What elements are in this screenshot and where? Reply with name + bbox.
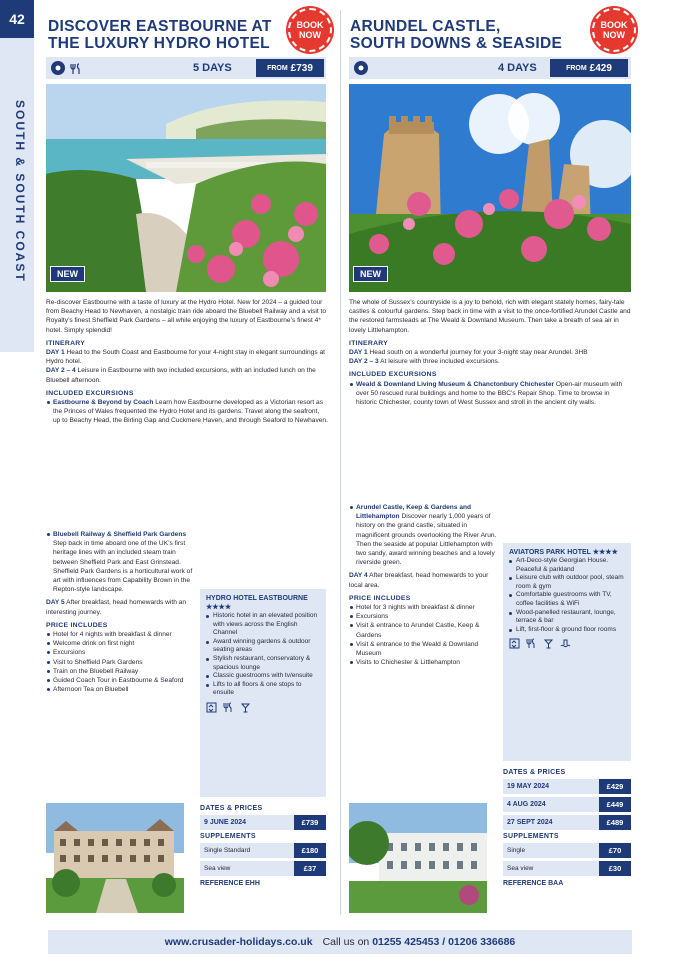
- date-row: [503, 815, 631, 830]
- itinerary-heading: ITINERARY: [46, 339, 86, 347]
- dates-heading: DATES & PRICES: [503, 769, 566, 776]
- dates-prices-panel: [503, 767, 631, 887]
- supplement-price: £70: [599, 843, 631, 858]
- hotel-info-box: [503, 543, 631, 761]
- supplement-label: Sea view: [503, 861, 599, 876]
- date-label: 4 AUG 2024: [507, 801, 546, 808]
- dining-icon: [223, 702, 234, 713]
- hotel-title: AVIATORS PARK HOTEL ★★★★: [509, 549, 618, 556]
- hotel-feature: Classic guestrooms with tv/ensuite: [206, 672, 320, 681]
- hydro-hotel-photo: [46, 803, 184, 913]
- excursion-item: [46, 398, 328, 426]
- price-include-item: Afternoon Tea on Bluebell: [46, 685, 196, 694]
- excursions-heading: INCLUDED EXCURSIONS: [349, 371, 437, 379]
- supplement-price: £180: [294, 843, 326, 858]
- price-value: £429: [589, 62, 612, 74]
- tour-description-cont: [46, 530, 196, 694]
- new-badge: NEW: [353, 266, 388, 282]
- itinerary-day: [46, 348, 328, 366]
- date-label: 9 JUNE 2024: [204, 819, 247, 826]
- tour-description: [46, 298, 328, 426]
- lift-icon: [206, 702, 217, 713]
- itinerary-day-text: At leisure with three included excursions.: [380, 358, 500, 366]
- new-badge: NEW: [50, 266, 85, 282]
- itinerary-day-label: DAY 1: [46, 349, 65, 357]
- call-prefix: Call us on: [322, 936, 370, 948]
- excursion-name: Weald & Downland Living Museum & Chanctonbury Chichester: [356, 380, 555, 388]
- price-from-label: FROM: [267, 64, 288, 72]
- hotel-feature: Comfortable guestrooms with TV, coffee facilities & WiFi: [509, 591, 625, 608]
- itinerary-heading: ITINERARY: [349, 339, 389, 347]
- itinerary-day-label: DAY 2 – 3: [349, 358, 379, 366]
- tour-type-icon: [51, 61, 65, 75]
- title-line-1: DISCOVER EASTBOURNE AT: [48, 18, 272, 35]
- dining-icon: [70, 62, 82, 74]
- aviators-hotel-photo: [349, 803, 487, 913]
- excursion-item: [349, 503, 499, 567]
- book-now-button[interactable]: BOOK NOW: [288, 8, 332, 52]
- price-include-item: Visit & entrance to the Weald & Downland Museum: [349, 640, 499, 658]
- hotel-feature: Award winning gardens & outdoor seating areas: [206, 638, 320, 655]
- tour-description: [349, 298, 631, 407]
- tour-duration: 5 DAYS: [193, 62, 232, 74]
- excursion-item: [46, 530, 196, 594]
- date-price: £739: [294, 815, 326, 830]
- title-line-2: SOUTH DOWNS & SEASIDE: [350, 35, 563, 52]
- hotel-feature: Art-Deco-style Georgian House. Peaceful & parkland: [509, 557, 625, 574]
- phone-numbers[interactable]: 01255 425453 / 01206 336686: [372, 936, 516, 948]
- dates-prices-panel: [200, 803, 326, 887]
- price-value: £739: [290, 62, 313, 74]
- date-price: £489: [599, 815, 631, 830]
- price-include-item: Visit to Sheffield Park Gardens: [46, 658, 196, 667]
- itinerary-day-label: DAY 2 – 4: [46, 367, 76, 375]
- supplement-label: Single: [503, 843, 599, 858]
- price-from-badge: [550, 59, 628, 77]
- intro-text: The whole of Sussex’s countryside is a joy to behold, rich with elegant stately homes, fairy-tale castles & colourful gardens. Step back in time with a visit to the once-fortified Arundel Castle and the restored farmsteads at The Weald & Downland Museum. Then take a breath of sea air in lovely Littlehampton.: [349, 299, 631, 334]
- price-include-item: Visits to Chichester & Littlehampton: [349, 658, 499, 667]
- hotel-title: HYDRO HOTEL EASTBOURNE ★★★★: [206, 595, 308, 611]
- tour-type-icon: [354, 61, 368, 75]
- excursion-text: Discover nearly 1,000 years of history on the grand castle, situated in magnificent grounds overlooking the River Arun. Then the seaside at popular Littlehampton with two sandy, award winning beaches and a lovely riverside green.: [356, 513, 497, 567]
- tour-title: [350, 18, 562, 52]
- price-include-item: Guided Coach Tour in Eastbourne & Seaford: [46, 676, 196, 685]
- itinerary-day-text: Leisure in Eastbourne with two included excursions, with an included lunch on the Bluebell afternoon.: [46, 367, 316, 384]
- hotel-info-box: [200, 589, 326, 797]
- supplement-row: [503, 861, 631, 876]
- price-include-item: Excursions: [349, 612, 499, 621]
- excursion-name: Arundel Castle, Keep & Gardens and Littlehampton: [356, 504, 472, 521]
- hotel-feature: Wood-panelled restaurant, lounge, terrace & bar: [509, 609, 625, 626]
- tour-arundel: [340, 0, 680, 962]
- contact-footer: [48, 930, 632, 954]
- price-include-item: Excursions: [46, 648, 196, 657]
- book-now-button[interactable]: BOOK NOW: [592, 8, 636, 52]
- hotel-feature: Stylish restaurant, conservatory & spacious lounge: [206, 655, 320, 672]
- lift-icon: [509, 638, 520, 649]
- hotel-feature: Lifts to all floors & one stops to ensuite: [206, 681, 320, 698]
- arundel-castle-photo: [349, 84, 631, 292]
- supplements-heading: SUPPLEMENTS: [200, 833, 256, 840]
- bar-icon: [240, 702, 251, 713]
- price-includes-heading: PRICE INCLUDES: [349, 594, 411, 602]
- date-row: [503, 779, 631, 794]
- hotel-feature: Lift, first-floor & ground floor rooms: [509, 626, 625, 635]
- itinerary-day-text: Head to the South Coast and Eastbourne for your 4-night stay in elegant surroundings at Hydro hotel.: [46, 349, 325, 366]
- price-includes-heading: PRICE INCLUDES: [46, 621, 108, 629]
- hotel-feature: Historic hotel in an elevated position with views across the English Channel: [206, 612, 320, 638]
- date-label: 27 SEPT 2024: [507, 819, 553, 826]
- phone-contact: [323, 936, 516, 948]
- itinerary-day-text: After breakfast, head homewards with an interesting journey.: [46, 599, 187, 616]
- supplement-row: [200, 843, 326, 858]
- tour-reference: REFERENCE EHH: [200, 880, 260, 887]
- supplement-price: £37: [294, 861, 326, 876]
- dates-heading: DATES & PRICES: [200, 805, 263, 812]
- itinerary-day-label: DAY 1: [349, 349, 368, 357]
- price-include-item: Train on the Bluebell Railway: [46, 667, 196, 676]
- date-price: £429: [599, 779, 631, 794]
- itinerary-day-text: After breakfast, head homewards to your local area.: [349, 572, 489, 589]
- supplement-price: £30: [599, 861, 631, 876]
- date-price: £449: [599, 797, 631, 812]
- supplement-label: Single Standard: [200, 843, 294, 858]
- excursion-item: [349, 380, 631, 408]
- section-label: SOUTH & SOUTH COAST: [13, 100, 27, 283]
- tour-description-cont: [349, 503, 499, 667]
- excursion-text: Learn how Eastbourne developed as a Victorian resort as the Princes of Wales frequented the Hydro Hotel and its gardens. Travel along the seafront, up to Beachy Head, the Birling Gap and Cuckmere Haven, and through Seaford to Newhaven.: [53, 399, 328, 425]
- excursion-name: Eastbourne & Beyond by Coach: [53, 399, 154, 407]
- itinerary-day-text: Head south on a wonderful journey for your 3-night stay near Arundel. 3HB: [369, 349, 588, 357]
- price-include-item: Hotel for 3 nights with breakfast & dinner: [349, 603, 499, 612]
- supplement-row: [200, 861, 326, 876]
- eastbourne-photo: [46, 84, 326, 292]
- date-label: 19 MAY 2024: [507, 783, 550, 790]
- excursion-text: Open-air museum with over 50 rescued rural buildings and home to the BBC’s Repair Shop. Time to browse in historic Chichester, county town of West Sussex and stroll in the ancient city walls.: [356, 380, 623, 407]
- price-include-item: Visit & entrance to Arundel Castle, Keep & Gardens: [349, 621, 499, 639]
- itinerary-day: [349, 357, 631, 366]
- itinerary-day: [46, 366, 328, 384]
- title-line-2: THE LUXURY HYDRO HOTEL: [48, 35, 270, 52]
- price-from-badge: [256, 59, 324, 77]
- excursion-name: Bluebell Railway & Sheffield Park Gardens: [53, 531, 187, 538]
- itinerary-day: [46, 598, 196, 616]
- title-line-1: ARUNDEL CASTLE,: [350, 18, 501, 35]
- hotel-feature: Leisure club with outdoor pool, steam room & gym: [509, 574, 625, 591]
- price-from-label: FROM: [566, 64, 587, 72]
- itinerary-day-label: DAY 5: [46, 599, 65, 607]
- bar-icon: [543, 638, 554, 649]
- website-link[interactable]: www.crusader-holidays.co.uk: [164, 936, 313, 948]
- itinerary-day: [349, 571, 499, 589]
- intro-text: Re-discover Eastbourne with a taste of luxury at the Hydro Hotel. New for 2024 – a guided tour from Beachy Head to Newhaven, a nostalgic train ride aboard the Bluebell Railway and a visit to Royalty’s finest Sheffield Park Gardens – all while enjoying the luxury of Eastbourne’s finest 4* hotel. Simply splendid!: [46, 299, 327, 334]
- pool-icon: [560, 638, 571, 649]
- tour-title: [48, 18, 272, 52]
- dining-icon: [526, 638, 537, 649]
- tour-reference: REFERENCE BAA: [503, 880, 564, 887]
- itinerary-day: [349, 348, 631, 357]
- price-include-item: Hotel for 4 nights with breakfast & dinner: [46, 630, 196, 639]
- date-row: [503, 797, 631, 812]
- date-row: [200, 815, 326, 830]
- page-number: 42: [0, 0, 34, 38]
- excursion-text: Step back in time aboard one of the UK’s first heritage lines with an included steam train between Sheffield Park and East Grinstead. Sheffield Park Gardens is a horticultural work of art with influences from Capability Brown in the Repton-style landscape.: [53, 540, 193, 594]
- price-include-item: Welcome drink on first night: [46, 639, 196, 648]
- supplements-heading: SUPPLEMENTS: [503, 833, 559, 840]
- excursions-heading: INCLUDED EXCURSIONS: [46, 389, 134, 397]
- tour-duration: 4 DAYS: [498, 62, 537, 74]
- supplement-label: Sea view: [200, 861, 294, 876]
- itinerary-day-label: DAY 4: [349, 572, 368, 580]
- supplement-row: [503, 843, 631, 858]
